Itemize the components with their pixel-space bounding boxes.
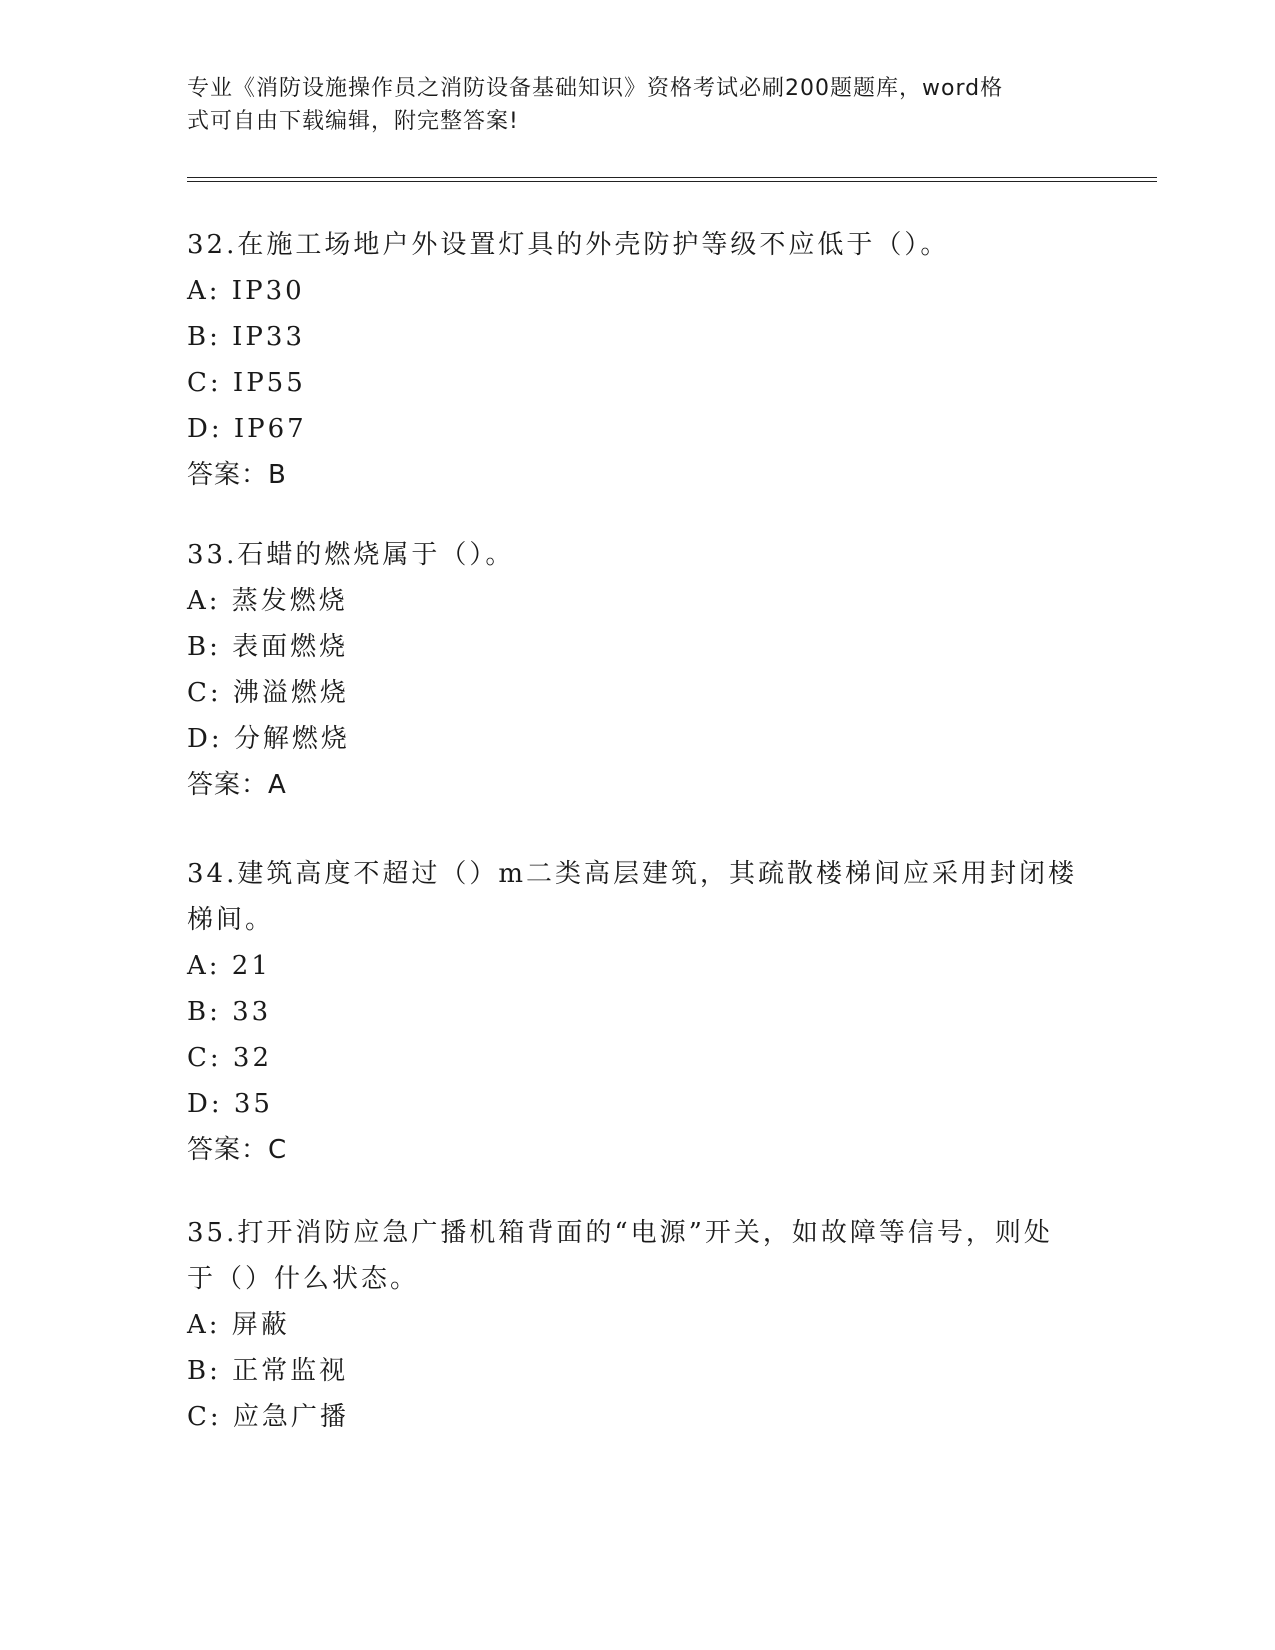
option-a: A: 屏蔽 [187, 1310, 290, 1340]
question-text: 32.在施工场地户外设置灯具的外壳防护等级不应低于（）。 [187, 230, 950, 260]
document-header [187, 72, 1087, 138]
answer: 答案：A [187, 770, 287, 800]
option-a: A: IP30 [187, 276, 305, 306]
option-c: C: 32 [187, 1043, 273, 1073]
question-34 [187, 851, 1087, 1173]
question-text: 33.石蜡的燃烧属于（）。 [187, 540, 515, 570]
option-c: C: IP55 [187, 368, 306, 398]
header-line-1: 专业《消防设施操作员之消防设备基础知识》资格考试必刷200题题库，word格 [187, 76, 1004, 101]
answer: 答案：B [187, 460, 287, 490]
option-d: D: IP67 [187, 414, 307, 444]
question-text-line-1: 35.打开消防应急广播机箱背面的“电源”开关，如故障等信号，则处 [187, 1218, 1053, 1248]
option-b: B: IP33 [187, 322, 305, 352]
option-d: D: 分解燃烧 [187, 724, 350, 754]
answer: 答案：C [187, 1135, 288, 1165]
header-line-2: 式可自由下载编辑，附完整答案! [187, 109, 519, 134]
question-text-line-1: 34.建筑高度不超过（）m二类高层建筑，其疏散楼梯间应采用封闭楼 [187, 859, 1078, 889]
question-text-line-2: 梯间。 [187, 905, 275, 935]
question-text-line-2: 于（）什么状态。 [187, 1264, 420, 1294]
option-b: B: 表面燃烧 [187, 632, 349, 662]
option-b: B: 33 [187, 997, 272, 1027]
question-32 [187, 222, 1087, 498]
header-divider [187, 177, 1157, 182]
option-b: B: 正常监视 [187, 1356, 349, 1386]
option-d: D: 35 [187, 1089, 273, 1119]
option-c: C: 应急广播 [187, 1402, 349, 1432]
question-35 [187, 1210, 1087, 1440]
question-33 [187, 532, 1087, 808]
option-a: A: 蒸发燃烧 [187, 586, 348, 616]
option-a: A: 21 [187, 951, 271, 981]
option-c: C: 沸溢燃烧 [187, 678, 349, 708]
